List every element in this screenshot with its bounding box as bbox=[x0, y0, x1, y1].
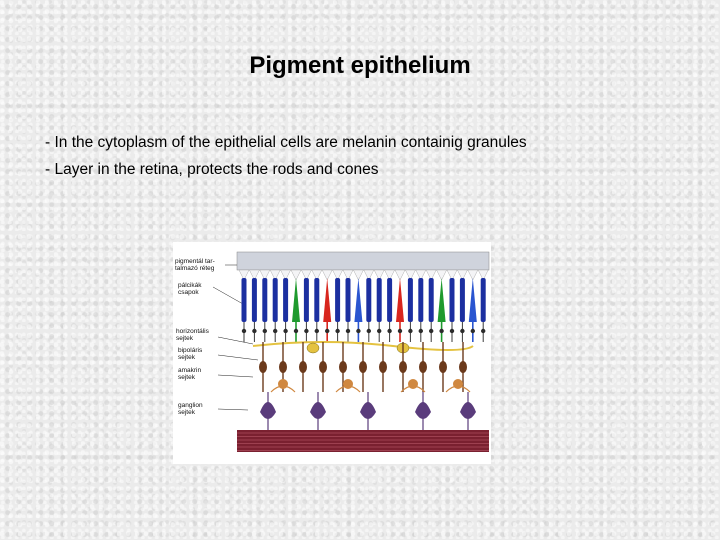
bipolar-cell-body bbox=[339, 361, 347, 373]
photoreceptor-nucleus bbox=[429, 329, 433, 333]
label-pigment-line2: talmazó réteg bbox=[175, 265, 215, 272]
photoreceptor-nucleus bbox=[315, 329, 319, 333]
photoreceptor-nucleus bbox=[439, 329, 443, 333]
ganglion-cell-body bbox=[460, 402, 476, 419]
photoreceptor-nucleus bbox=[335, 329, 339, 333]
bullet-melanin: - In the cytoplasm of the epithelial cells are melanin containig granules bbox=[45, 134, 527, 151]
label-bipolar-line1: bipoláris bbox=[178, 347, 203, 354]
bipolar-cell-body bbox=[459, 361, 467, 373]
cone-cell bbox=[469, 278, 477, 322]
ganglion-cell-body bbox=[415, 402, 431, 419]
rod-cell bbox=[335, 278, 340, 322]
rod-cell bbox=[273, 278, 278, 322]
photoreceptor-nucleus bbox=[387, 329, 391, 333]
label-horizontal-cells bbox=[176, 328, 209, 342]
label-pigment-layer bbox=[175, 258, 215, 272]
photoreceptor-nucleus bbox=[325, 329, 329, 333]
rod-cell bbox=[418, 278, 423, 322]
label-amacrine-cells bbox=[178, 367, 201, 381]
bipolar-cell-body bbox=[259, 361, 267, 373]
photoreceptor-nucleus bbox=[356, 329, 360, 333]
cone-cell bbox=[292, 278, 300, 322]
leader-line bbox=[218, 409, 248, 410]
photoreceptor-nucleus bbox=[367, 329, 371, 333]
bipolar-cell-body bbox=[319, 361, 327, 373]
label-horizontal-line2: sejtek bbox=[176, 335, 193, 342]
bullet-retina-layer: - Layer in the retina, protects the rods and cones bbox=[45, 161, 379, 178]
rod-cell bbox=[377, 278, 382, 322]
leader-line bbox=[213, 287, 243, 304]
photoreceptor-nucleus bbox=[273, 329, 277, 333]
rod-cell bbox=[314, 278, 319, 322]
bipolar-cell-body bbox=[439, 361, 447, 373]
horizontal-cell-body bbox=[307, 343, 319, 353]
bipolar-cell-body bbox=[279, 361, 287, 373]
cone-cell bbox=[323, 278, 331, 322]
leader-line bbox=[218, 355, 258, 360]
rod-cell bbox=[283, 278, 288, 322]
amacrine-cell-body bbox=[343, 379, 353, 389]
label-bipolar-cells bbox=[178, 347, 202, 361]
leader-line bbox=[218, 375, 253, 377]
photoreceptor-nucleus bbox=[481, 329, 485, 333]
label-rods: pálcikák bbox=[178, 282, 202, 289]
bipolar-cell-body bbox=[299, 361, 307, 373]
ganglion-cell-body bbox=[260, 402, 276, 419]
cone-cell bbox=[396, 278, 404, 322]
rod-cell bbox=[252, 278, 257, 322]
label-cones: csapok bbox=[178, 289, 199, 296]
label-pigment-line1: pigmentál tar- bbox=[175, 258, 215, 265]
photoreceptor-nucleus bbox=[242, 329, 246, 333]
pigment-epithelium-band bbox=[237, 252, 489, 270]
label-rods-cones bbox=[178, 282, 201, 296]
rod-cell bbox=[242, 278, 247, 322]
rod-cell bbox=[304, 278, 309, 322]
retina-illustration bbox=[173, 242, 491, 464]
slide-title: Pigment epithelium bbox=[249, 52, 471, 79]
photoreceptor-nucleus bbox=[398, 329, 402, 333]
photoreceptor-nucleus bbox=[294, 329, 298, 333]
photoreceptor-nucleus bbox=[252, 329, 256, 333]
rod-cell bbox=[387, 278, 392, 322]
nerve-fiber-layer bbox=[237, 430, 489, 452]
amacrine-cell-body bbox=[408, 379, 418, 389]
photoreceptor-nucleus bbox=[450, 329, 454, 333]
rod-cell bbox=[450, 278, 455, 322]
label-ganglion-cells bbox=[178, 402, 203, 416]
ganglion-cell-body bbox=[310, 402, 326, 419]
label-bipolar-line2: sejtek bbox=[178, 354, 195, 361]
retina-diagram bbox=[173, 242, 491, 464]
rod-cell bbox=[481, 278, 486, 322]
label-amacrine-line2: sejtek bbox=[178, 374, 195, 381]
leader-line bbox=[218, 337, 253, 344]
photoreceptor-nucleus bbox=[263, 329, 267, 333]
label-amacrine-line1: amakrin bbox=[178, 367, 202, 374]
rod-cell bbox=[460, 278, 465, 322]
photoreceptor-nucleus bbox=[377, 329, 381, 333]
label-ganglion-line2: sejtek bbox=[178, 409, 195, 416]
amacrine-cell-body bbox=[278, 379, 288, 389]
photoreceptor-nucleus bbox=[460, 329, 464, 333]
bipolar-cell-body bbox=[379, 361, 387, 373]
rod-cell bbox=[366, 278, 371, 322]
photoreceptor-nucleus bbox=[471, 329, 475, 333]
rod-cell bbox=[429, 278, 434, 322]
rod-cell bbox=[346, 278, 351, 322]
photoreceptor-nucleus bbox=[419, 329, 423, 333]
cone-cell bbox=[354, 278, 362, 322]
rod-cell bbox=[262, 278, 267, 322]
label-ganglion-line1: ganglion bbox=[178, 402, 203, 409]
photoreceptor-nucleus bbox=[283, 329, 287, 333]
cone-cell bbox=[438, 278, 446, 322]
photoreceptor-nucleus bbox=[408, 329, 412, 333]
amacrine-cell-body bbox=[453, 379, 463, 389]
photoreceptor-nucleus bbox=[346, 329, 350, 333]
bipolar-cell-body bbox=[399, 361, 407, 373]
ganglion-cell-body bbox=[360, 402, 376, 419]
bipolar-cell-body bbox=[419, 361, 427, 373]
bipolar-cell-body bbox=[359, 361, 367, 373]
rod-cell bbox=[408, 278, 413, 322]
label-horizontal-line1: horizontális bbox=[176, 328, 209, 335]
photoreceptor-nucleus bbox=[304, 329, 308, 333]
